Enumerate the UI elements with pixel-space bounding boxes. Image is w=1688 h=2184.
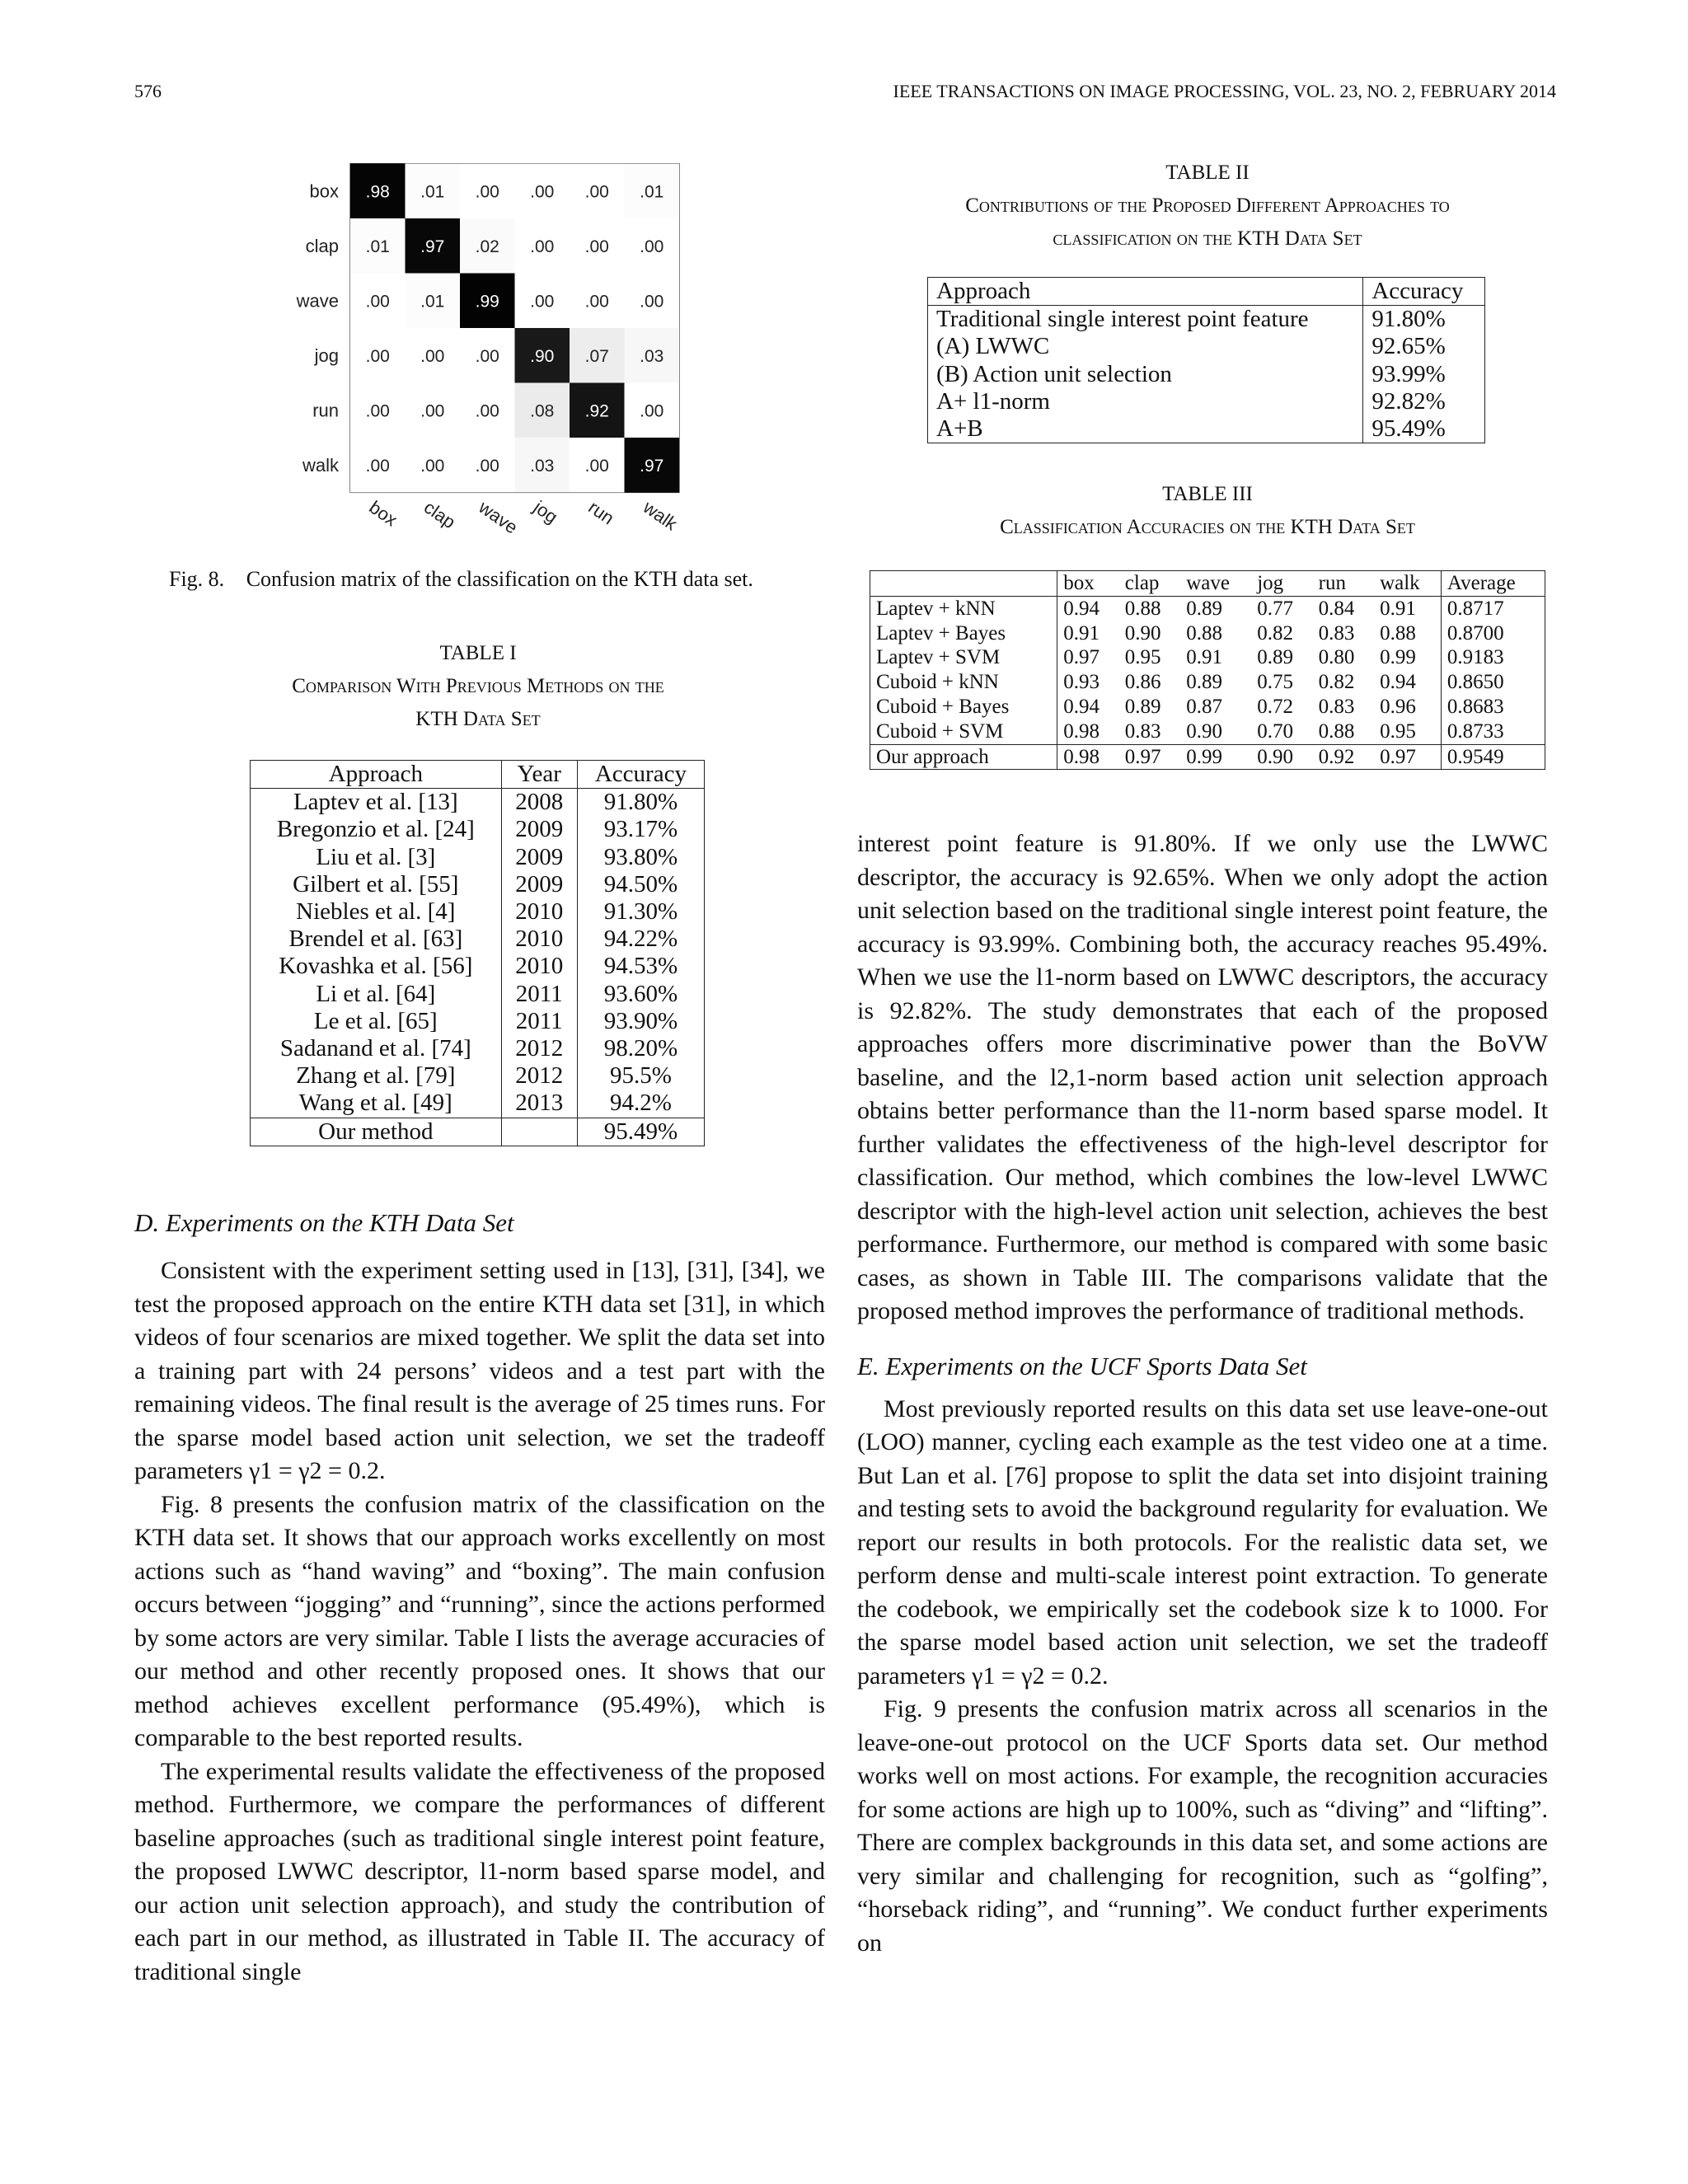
table-1-cell: 2008 bbox=[501, 789, 577, 817]
table-3-row bbox=[870, 670, 1545, 695]
table-3-header-cell: walk bbox=[1374, 571, 1441, 597]
table-3-cell: 0.9549 bbox=[1441, 744, 1545, 770]
table-3-header-cell: wave bbox=[1180, 571, 1251, 597]
confusion-column-label: wave bbox=[475, 496, 522, 538]
table-3-cell: 0.8700 bbox=[1441, 621, 1545, 646]
confusion-cell-value: .00 bbox=[584, 456, 609, 476]
table-2-row bbox=[928, 333, 1485, 360]
confusion-cell-value: .90 bbox=[530, 346, 555, 366]
table-3-cell: 0.88 bbox=[1380, 621, 1416, 644]
figure-8-caption-text: Confusion matrix of the classification on the KTH data set. bbox=[246, 567, 753, 591]
table-3-cell: 0.9183 bbox=[1441, 645, 1545, 670]
confusion-matrix-figure bbox=[280, 163, 684, 542]
table-3-row bbox=[870, 695, 1545, 719]
confusion-cell-value: .00 bbox=[365, 401, 390, 421]
confusion-cell-value: .01 bbox=[640, 182, 664, 202]
confusion-cell-value: .00 bbox=[640, 292, 664, 312]
table-3-cell: 0.91 bbox=[1186, 646, 1222, 669]
confusion-row-label: box bbox=[309, 180, 339, 202]
table-1-cell bbox=[501, 1118, 577, 1146]
table-1-cell: 2012 bbox=[501, 1062, 577, 1090]
table-3-cell: Our approach bbox=[870, 744, 1057, 770]
table-3-cell: 0.88 bbox=[1124, 597, 1161, 620]
table-3-cell: 0.90 bbox=[1251, 744, 1312, 770]
table-2-title-line1: Contributions of the Proposed Different Approaches to bbox=[965, 194, 1450, 217]
confusion-cell-value: .00 bbox=[475, 182, 499, 202]
table-1-cell: 94.53% bbox=[577, 953, 704, 980]
table-2-cell: 92.82% bbox=[1363, 388, 1485, 415]
table-1-cell: 2013 bbox=[501, 1090, 577, 1118]
table-2-header-cell: Approach bbox=[928, 278, 1363, 306]
table-2-label: TABLE II bbox=[1165, 162, 1250, 184]
left-column bbox=[134, 1208, 825, 1989]
table-2-row bbox=[928, 388, 1485, 415]
confusion-cell-value: .03 bbox=[640, 346, 664, 366]
table-1-cell: 2011 bbox=[501, 1008, 577, 1035]
confusion-cell-value: .00 bbox=[584, 182, 609, 202]
table-1-cell: Li et al. [64] bbox=[316, 980, 436, 1007]
table-1-cell: 2009 bbox=[501, 844, 577, 871]
confusion-row-label: walk bbox=[302, 454, 339, 476]
table-3-cell: 0.97 bbox=[1057, 645, 1119, 670]
table-2-cell: 91.80% bbox=[1363, 306, 1485, 334]
confusion-cell-value: .01 bbox=[420, 182, 445, 202]
confusion-row-label: clap bbox=[305, 235, 339, 256]
confusion-cell-value: .00 bbox=[365, 346, 390, 366]
confusion-column-label: box bbox=[365, 496, 401, 531]
confusion-cell-value: .00 bbox=[475, 346, 499, 366]
left-paragraph-3: The experimental results validate the effectiveness of the proposed method. Furthermore, we compare the performances of different baseline approaches (such as traditional single interest point feature, the proposed LWWC descriptor, l1-norm based sparse model, and our action unit selection approach), and study the contribution of each part in our method, as illustrated in Table II. The accuracy of traditional single bbox=[134, 1757, 825, 1985]
table-3 bbox=[870, 570, 1545, 770]
table-1-row bbox=[251, 1062, 705, 1090]
table-2-row bbox=[928, 361, 1485, 388]
table-2-cell: (B) Action unit selection bbox=[936, 360, 1172, 387]
table-3-cell: 0.77 bbox=[1257, 597, 1293, 620]
table-3-cell: 0.92 bbox=[1313, 744, 1374, 770]
journal-header: IEEE TRANSACTIONS ON IMAGE PROCESSING, VOL. 23, NO. 2, FEBRUARY 2014 bbox=[893, 81, 1556, 101]
table-3-cell: 0.95 bbox=[1380, 719, 1416, 743]
table-1-cell: 95.49% bbox=[577, 1118, 704, 1146]
table-1-row bbox=[251, 898, 705, 926]
table-1-row bbox=[251, 1008, 705, 1035]
table-1-row bbox=[251, 789, 705, 817]
table-1-cell: 93.60% bbox=[577, 981, 704, 1008]
table-1 bbox=[250, 760, 705, 1146]
table-1-cell: Gilbert et al. [55] bbox=[293, 870, 459, 898]
confusion-cell-value: .00 bbox=[584, 292, 609, 312]
table-1-row bbox=[251, 926, 705, 953]
table-1-cell: Laptev et al. [13] bbox=[293, 789, 458, 816]
table-2-cell: A+B bbox=[936, 415, 983, 443]
table-3-cell: 0.88 bbox=[1186, 621, 1222, 644]
table-2-cell: 92.65% bbox=[1363, 333, 1485, 360]
table-3-header-cell: box bbox=[1057, 571, 1119, 597]
table-3-cell: 0.8733 bbox=[1441, 719, 1545, 744]
table-3-row bbox=[870, 621, 1545, 646]
table-3-cell: 0.94 bbox=[1057, 695, 1119, 719]
table-1-cell: 2010 bbox=[501, 953, 577, 980]
table-3-cell: Cuboid + kNN bbox=[876, 671, 999, 694]
table-2-title-line2: classification on the KTH Data Set bbox=[1053, 227, 1362, 250]
table-1-header-cell: Accuracy bbox=[577, 761, 704, 789]
confusion-row-label: jog bbox=[314, 344, 339, 366]
table-3-cell: 0.97 bbox=[1119, 744, 1180, 770]
table-1-cell: Kovashka et al. [56] bbox=[279, 953, 473, 980]
table-1-cell: 95.5% bbox=[577, 1062, 704, 1090]
table-3-cell: 0.91 bbox=[1057, 621, 1119, 646]
confusion-cell-value: .08 bbox=[530, 401, 555, 421]
table-3-cell: Laptev + kNN bbox=[876, 597, 996, 620]
table-1-row bbox=[251, 981, 705, 1008]
table-3-row bbox=[870, 645, 1545, 670]
table-3-cell: 0.8650 bbox=[1441, 670, 1545, 695]
confusion-cell-value: .07 bbox=[584, 346, 609, 366]
confusion-row-label: run bbox=[312, 400, 339, 421]
table-2-header-cell: Accuracy bbox=[1363, 278, 1485, 306]
confusion-cell-value: .00 bbox=[530, 237, 555, 256]
table-3-cell: 0.86 bbox=[1124, 671, 1161, 694]
table-3-cell: 0.89 bbox=[1124, 695, 1161, 718]
table-3-cell: 0.94 bbox=[1057, 596, 1119, 621]
table-3-cell: 0.82 bbox=[1257, 621, 1293, 644]
table-3-header-cell: run bbox=[1313, 571, 1374, 597]
table-1-row bbox=[251, 816, 705, 843]
table-3-cell: Laptev + Bayes bbox=[876, 621, 1006, 644]
table-2-cell: 95.49% bbox=[1363, 415, 1485, 443]
table-3-title: Classification Accuracies on the KTH Data Set bbox=[1000, 516, 1415, 538]
table-1-row bbox=[251, 1035, 705, 1062]
table-1-row bbox=[251, 1090, 705, 1118]
confusion-cell-value: .02 bbox=[475, 237, 499, 256]
table-1-cell: 2009 bbox=[501, 871, 577, 898]
confusion-cell-value: .00 bbox=[365, 456, 390, 476]
table-3-cell: Laptev + SVM bbox=[876, 646, 1001, 669]
left-paragraph-1: Consistent with the experiment setting used in [13], [31], [34], we test the proposed approach on the entire KTH data set [31], in which videos of four scenarios are mixed together. We split the data set into a training part with 24 persons’ videos and a test part with the remaining videos. The final result is the average of 25 times runs. For the sparse model based action unit selection, we set the tradeoff parameters γ1 = γ2 = 0.2. bbox=[134, 1257, 825, 1484]
confusion-row-label: wave bbox=[296, 290, 339, 312]
table-3-header-row bbox=[870, 571, 1545, 597]
table-3-cell: 0.98 bbox=[1057, 744, 1119, 770]
confusion-cell-value: .97 bbox=[640, 456, 664, 476]
table-3-cell: 0.89 bbox=[1257, 646, 1293, 669]
table-2-cell: (A) LWWC bbox=[936, 333, 1050, 360]
table-3-cell: 0.89 bbox=[1186, 597, 1222, 620]
table-3-cell: 0.75 bbox=[1257, 671, 1293, 694]
table-1-cell: 94.50% bbox=[577, 871, 704, 898]
confusion-cell-value: .98 bbox=[365, 182, 390, 202]
confusion-cell-value: .99 bbox=[475, 292, 499, 312]
table-1-cell: 2010 bbox=[501, 898, 577, 926]
confusion-cell-value: .00 bbox=[640, 401, 664, 421]
table-3-cell: 0.84 bbox=[1318, 597, 1355, 620]
table-1-cell: 91.30% bbox=[577, 898, 704, 926]
table-1-cell: Wang et al. [49] bbox=[298, 1090, 452, 1117]
table-1-header-cell: Approach bbox=[251, 761, 502, 789]
table-1-cell: 94.2% bbox=[577, 1090, 704, 1118]
table-2-cell: 93.99% bbox=[1363, 361, 1485, 388]
table-1-cell: Niebles et al. [4] bbox=[296, 898, 456, 926]
table-1-row bbox=[251, 844, 705, 871]
section-e-title: E. Experiments on the UCF Sports Data Set bbox=[857, 1351, 1307, 1380]
table-1-cell: Our method bbox=[251, 1118, 502, 1146]
table-2-caption bbox=[874, 157, 1541, 255]
table-1-cell: 94.22% bbox=[577, 926, 704, 953]
table-3-cell: 0.83 bbox=[1318, 695, 1355, 718]
table-1-row bbox=[251, 953, 705, 980]
table-3-cell: 0.90 bbox=[1186, 719, 1222, 743]
table-3-row bbox=[870, 596, 1545, 621]
table-1-cell: 2011 bbox=[501, 981, 577, 1008]
table-2 bbox=[927, 277, 1485, 443]
confusion-cell-value: .03 bbox=[530, 456, 555, 476]
table-2-cell: A+ l1-norm bbox=[936, 387, 1050, 415]
confusion-cell-value: .92 bbox=[584, 401, 609, 421]
confusion-column-label: walk bbox=[639, 496, 682, 535]
table-3-caption bbox=[874, 478, 1541, 544]
table-3-cell: 0.83 bbox=[1318, 621, 1355, 644]
table-3-header-cell: jog bbox=[1251, 571, 1312, 597]
confusion-cell-value: .00 bbox=[475, 401, 499, 421]
table-3-cell: 0.80 bbox=[1318, 646, 1355, 669]
confusion-cell-value: .00 bbox=[420, 401, 445, 421]
figure-8-caption bbox=[169, 567, 753, 592]
confusion-cell-value: .01 bbox=[365, 237, 390, 256]
table-1-our-method-row bbox=[251, 1118, 705, 1146]
confusion-cell-value: .97 bbox=[420, 237, 445, 256]
confusion-cell-value: .00 bbox=[420, 346, 445, 366]
table-3-row bbox=[870, 719, 1545, 744]
table-1-label: TABLE I bbox=[439, 642, 517, 664]
left-paragraph-2: Fig. 8 presents the confusion matrix of the classification on the KTH data set. It shows that our approach works excellently on most actions such as “hand waving” and “boxing”. The main confusion occurs between “jogging” and “running”, since the actions performed by some actors are very similar. Table I lists the average accuracies of our method and other recently proposed ones. It shows that our method achieves excellent performance (95.49%), which is comparable to the best reported results. bbox=[134, 1490, 825, 1751]
table-3-cell: 0.99 bbox=[1180, 744, 1251, 770]
table-1-cell: 93.90% bbox=[577, 1008, 704, 1035]
figure-8-caption-label: Fig. 8. bbox=[169, 567, 225, 591]
table-1-cell: Liu et al. [3] bbox=[316, 843, 436, 870]
table-1-cell: 2010 bbox=[501, 926, 577, 953]
confusion-cell-value: .00 bbox=[530, 292, 555, 312]
page-number: 576 bbox=[134, 81, 162, 101]
table-2-row bbox=[928, 415, 1485, 443]
confusion-cell-value: .00 bbox=[420, 456, 445, 476]
table-1-header-cell: Year bbox=[501, 761, 577, 789]
table-1-cell: Zhang et al. [79] bbox=[296, 1062, 456, 1090]
table-3-cell: 0.90 bbox=[1124, 621, 1161, 644]
table-1-cell: 93.17% bbox=[577, 816, 704, 843]
table-1-caption bbox=[206, 637, 750, 736]
table-1-cell: 91.80% bbox=[577, 789, 704, 817]
table-1-cell: 98.20% bbox=[577, 1035, 704, 1062]
table-3-cell: 0.87 bbox=[1186, 695, 1222, 718]
table-1-cell: 2009 bbox=[501, 816, 577, 843]
table-3-cell: 0.96 bbox=[1380, 695, 1416, 718]
table-3-header-cell: clap bbox=[1119, 571, 1180, 597]
table-3-cell: 0.89 bbox=[1186, 671, 1222, 694]
confusion-cell-value: .00 bbox=[640, 237, 664, 256]
right-paragraph-2: Most previously reported results on this data set use leave-one-out (LOO) manner, cycling each example as the test video one at a time. But Lan et al. [76] propose to split the data set into disjoint training and testing sets to avoid the background regularity for evaluation. We report our results in both protocols. For the realistic data set, we perform dense and multi-scale interest point extraction. To generate the codebook, we empirically set the codebook size k to 1000. For the sparse model based action unit selection, we set the tradeoff parameters γ1 = γ2 = 0.2. bbox=[857, 1394, 1548, 1690]
table-1-row bbox=[251, 871, 705, 898]
table-3-cell: 0.99 bbox=[1380, 646, 1416, 669]
right-paragraph-3: Fig. 9 presents the confusion matrix across all scenarios in the leave-one-out protocol on the UCF Sports data set. Our method works well on most actions. For example, the recognition accuracies for some actions are high up to 100%, such as “diving” and “lifting”. There are complex backgrounds in this data set, and some actions are very similar and challenging for recognition, such as “golfing”, “horseback riding”, and “running”. We conduct further experiments on bbox=[857, 1695, 1548, 1957]
right-column bbox=[857, 827, 1548, 1960]
table-3-cell: 0.83 bbox=[1124, 719, 1161, 743]
confusion-matrix-svg bbox=[280, 163, 684, 542]
table-1-cell: 93.80% bbox=[577, 844, 704, 871]
table-3-cell: 0.72 bbox=[1257, 695, 1293, 718]
confusion-column-label: jog bbox=[529, 496, 562, 527]
table-3-cell: 0.88 bbox=[1318, 719, 1355, 743]
table-1-cell: Sadanand et al. [74] bbox=[279, 1035, 471, 1062]
table-3-cell: Cuboid + Bayes bbox=[876, 695, 1010, 718]
table-3-label: TABLE III bbox=[1162, 483, 1253, 505]
table-3-cell: 0.93 bbox=[1057, 670, 1119, 695]
table-3-header-cell: Average bbox=[1441, 571, 1545, 597]
confusion-cell-value: .00 bbox=[365, 292, 390, 312]
section-d-title: D. Experiments on the KTH Data Set bbox=[134, 1208, 514, 1237]
right-paragraph-1: interest point feature is 91.80%. If we only use the LWWC descriptor, the accuracy is 92.65%. When we only adopt the action unit selection based on the traditional single interest point feature, the accuracy is 93.99%. Combining both, the accuracy reaches 95.49%. When we use the l1-norm based on LWWC descriptors, the accuracy is 92.82%. The study demonstrates that each of the proposed approaches offers more discriminative power than the BoVW baseline, and the l2,1-norm based action unit selection approach obtains better performance than the l1-norm based sparse model. It further validates the effectiveness of the high-level descriptor for classification. Our method, which combines the low-level LWWC descriptor with the high-level action unit selection, achieves the best performance. Furthermore, our method is compared with some basic cases, as shown in Table III. The comparisons validate that the proposed method improves the performance of traditional methods. bbox=[857, 830, 1548, 1324]
table-2-header-row bbox=[928, 278, 1485, 306]
confusion-column-label: run bbox=[584, 496, 618, 529]
confusion-column-label: clap bbox=[420, 496, 460, 533]
table-1-title-line1: Comparison With Previous Methods on the bbox=[292, 675, 664, 697]
table-3-cell: 0.82 bbox=[1318, 671, 1355, 694]
table-3-cell: 0.8717 bbox=[1441, 596, 1545, 621]
table-1-title-line2: KTH Data Set bbox=[415, 708, 541, 730]
table-3-cell: 0.91 bbox=[1380, 597, 1416, 620]
table-1-header-row bbox=[251, 761, 705, 789]
confusion-cell-value: .00 bbox=[584, 237, 609, 256]
confusion-cell-value: .00 bbox=[475, 456, 499, 476]
table-2-cell: Traditional single interest point feature bbox=[936, 306, 1309, 333]
table-1-cell: Bregonzio et al. [24] bbox=[276, 816, 475, 843]
table-3-cell: 0.95 bbox=[1124, 646, 1161, 669]
table-3-cell: Cuboid + SVM bbox=[876, 719, 1004, 743]
table-1-cell: Brendel et al. [63] bbox=[288, 926, 463, 953]
table-2-row bbox=[928, 306, 1485, 334]
table-3-our-approach-row bbox=[870, 744, 1545, 770]
table-3-cell: 0.98 bbox=[1057, 719, 1119, 744]
confusion-cell-value: .01 bbox=[420, 292, 445, 312]
table-3-cell: 0.8683 bbox=[1441, 695, 1545, 719]
table-3-cell: 0.97 bbox=[1374, 744, 1441, 770]
table-3-cell: 0.70 bbox=[1257, 719, 1293, 743]
confusion-cell-value: .00 bbox=[530, 182, 555, 202]
table-1-cell: 2012 bbox=[501, 1035, 577, 1062]
table-3-cell: 0.94 bbox=[1380, 671, 1416, 694]
table-1-cell: Le et al. [65] bbox=[313, 1007, 438, 1034]
table-3-header-cell bbox=[870, 571, 1057, 597]
